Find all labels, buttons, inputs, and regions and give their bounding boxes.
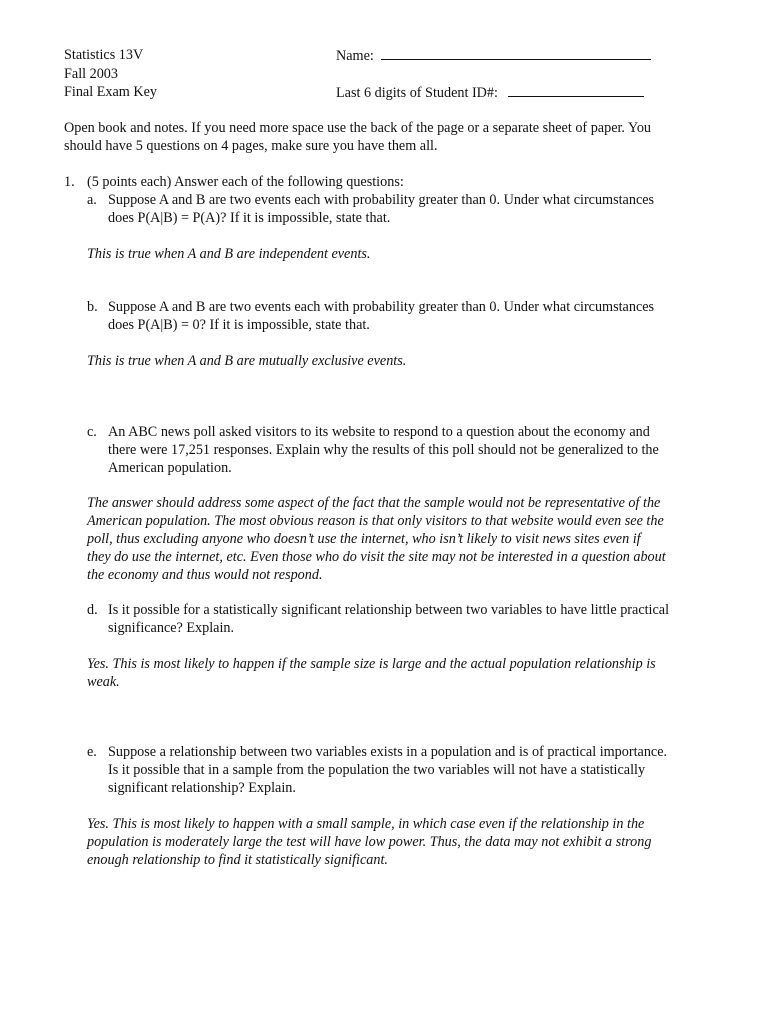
part-letter: d. [87,602,98,618]
part-b-answer-line: This is true when A and B are mutually exclusive events. [87,353,407,369]
part-e-question-line: Is it possible that in a sample from the population the two variables will not have a statistically [108,762,646,778]
part-b-question-line: Suppose A and B are two events each with probability greater than 0. Under what circumstances [108,299,655,315]
part-e-answer-line: Yes. This is most likely to happen with a small sample, in which case even if the relationship in the [87,816,645,832]
part-c-answer-line: American population. The most obvious reason is that only visitors to that website would even see the [87,513,664,529]
part-d-question-line: Is it possible for a statistically significant relationship between two variables to have little practical [108,602,670,618]
part-letter: c. [87,424,97,440]
part-d-question-line: significance? Explain. [108,620,235,636]
part-letter: b. [87,299,98,315]
course-name: Statistics 13V [64,47,144,63]
instructions-line-2: should have 5 questions on 4 pages, make sure you have them all. [64,138,438,154]
question-intro: (5 points each) Answer each of the following questions: [87,174,404,190]
part-c-question-line: American population. [108,460,232,476]
part-a-question-line: does P(A|B) = P(A)? If it is impossible, state that. [108,210,391,226]
student-id-label: Last 6 digits of Student ID#: [336,85,498,101]
part-c-answer-line: The answer should address some aspect of the fact that the sample would not be representative of the [87,495,661,511]
part-a-answer-line: This is true when A and B are independent events. [87,246,371,262]
term: Fall 2003 [64,66,118,82]
part-d-answer-line: Yes. This is most likely to happen if the sample size is large and the actual population relationship is [87,656,656,672]
question-number: 1. [64,174,75,190]
part-letter: a. [87,192,97,208]
student-id-blank[interactable] [508,83,644,97]
part-e-answer-line: population is moderately large the test will have low power. Thus, the data may not exhibit a strong [87,834,652,850]
part-c-answer-line: poll, thus excluding anyone who doesn’t use the internet, who isn’t likely to visit news sites even if [87,531,641,547]
instructions-line-1: Open book and notes. If you need more space use the back of the page or a separate sheet of paper. You [64,120,652,136]
name-label: Name: [336,48,374,64]
part-e-question-line: Suppose a relationship between two variables exists in a population and is of practical importance. [108,744,668,760]
part-d-answer-line: weak. [87,674,120,690]
part-e-question-line: significant relationship? Explain. [108,780,296,796]
part-e-answer-line: enough relationship to find it statistically significant. [87,852,388,868]
part-c-question-line: An ABC news poll asked visitors to its website to respond to a question about the economy and [108,424,650,440]
part-b-question-line: does P(A|B) = 0? If it is impossible, state that. [108,317,370,333]
part-letter: e. [87,744,97,760]
part-c-answer-line: the economy and thus would not respond. [87,567,323,583]
student-id-field [336,83,644,102]
part-c-answer-line: they do use the internet, etc. Even those who do visit the site may not be interested in a question about [87,549,666,565]
part-a-question-line: Suppose A and B are two events each with probability greater than 0. Under what circumstances [108,192,655,208]
name-blank[interactable] [381,46,651,60]
part-c-question-line: there were 17,251 responses. Explain why the results of this poll should not be generalized to the [108,442,659,458]
name-field [336,46,651,65]
exam-title: Final Exam Key [64,84,157,100]
